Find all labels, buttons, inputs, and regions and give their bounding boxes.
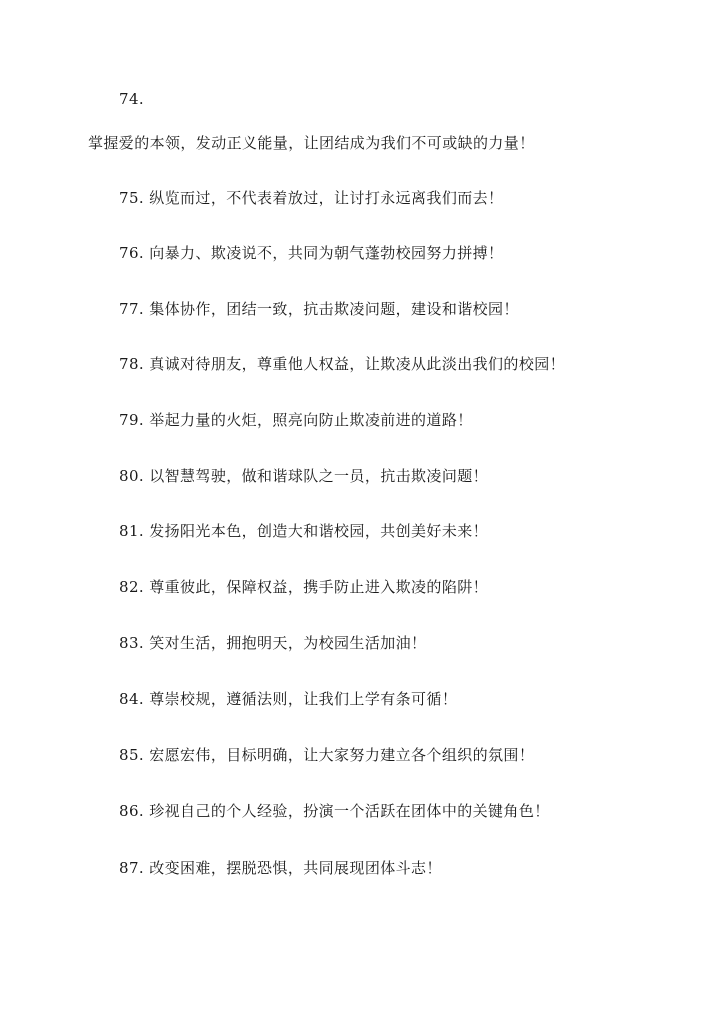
list-item: 84. 尊崇校规，遵循法则，让我们上学有条可循！ <box>119 690 458 708</box>
list-item: 76. 向暴力、欺凌说不，共同为朝气蓬勃校园努力拼搏！ <box>119 244 504 262</box>
list-item: 80. 以智慧驾驶，做和谐球队之一员，抗击欺凌问题！ <box>119 467 489 485</box>
list-item: 77. 集体协作，团结一致，抗击欺凌问题，建设和谐校园！ <box>119 300 519 318</box>
list-item: 87. 改变困难，摆脱恐惧，共同展现团体斗志！ <box>119 859 442 877</box>
item-number-74: 74. <box>119 90 145 108</box>
list-item: 86. 珍视自己的个人经验，扮演一个活跃在团体中的关键角色！ <box>119 802 550 820</box>
list-item: 81. 发扬阳光本色，创造大和谐校园，共创美好未来！ <box>119 522 489 540</box>
list-item: 78. 真诚对待朋友，尊重他人权益，让欺凌从此淡出我们的校园！ <box>119 355 566 373</box>
list-item: 75. 纵览而过，不代表着放过，让讨打永远离我们而去！ <box>119 189 504 207</box>
item-74-text: 掌握爱的本领，发动正义能量，让团结成为我们不可或缺的力量！ <box>88 134 535 152</box>
list-item: 79. 举起力量的火炬，照亮向防止欺凌前进的道路！ <box>119 411 473 429</box>
list-item: 82. 尊重彼此，保障权益，携手防止进入欺凌的陷阱！ <box>119 578 489 596</box>
list-item: 85. 宏愿宏伟，目标明确，让大家努力建立各个组织的氛围！ <box>119 746 535 764</box>
list-item: 83. 笑对生活，拥抱明天，为校园生活加油！ <box>119 634 427 652</box>
